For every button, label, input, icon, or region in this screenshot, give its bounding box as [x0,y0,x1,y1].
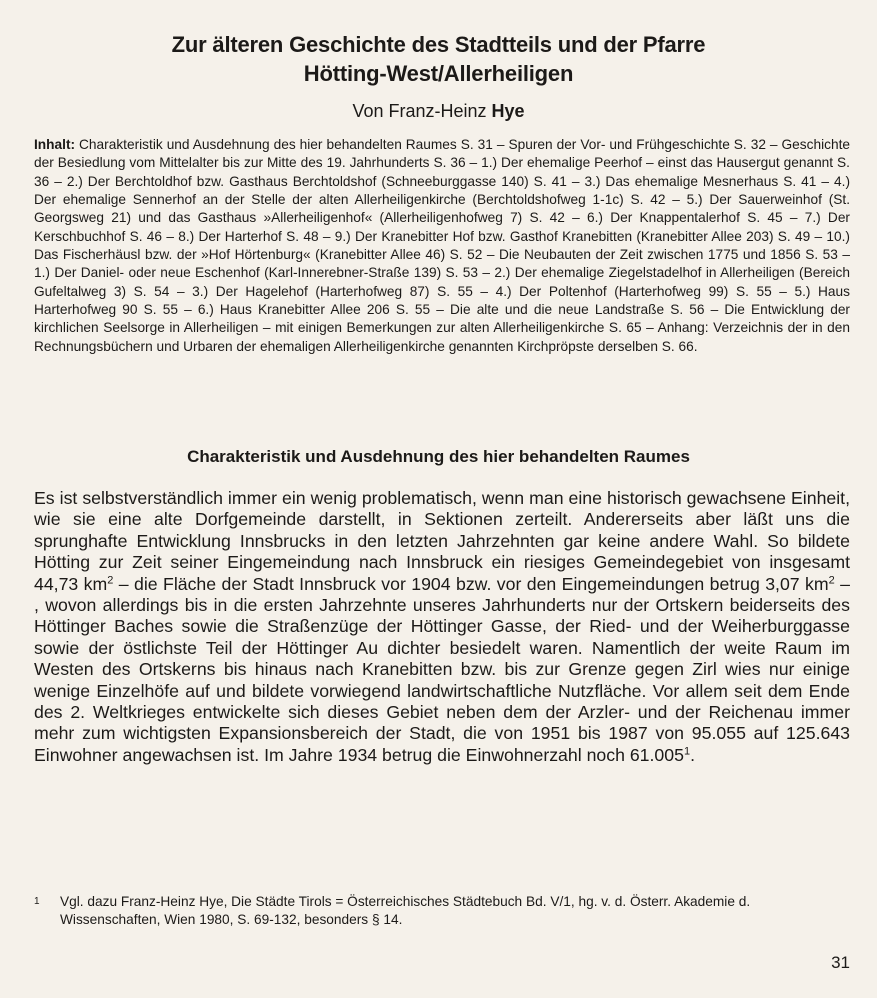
footnote-text [60,893,850,929]
superscript-2: 2 [107,574,114,587]
title-line-2: Hötting-West/Allerheiligen [303,61,574,86]
title-line-1: Zur älteren Geschichte des Stadtteils und der Pfarre [171,32,706,57]
footnote-mark: 1 [34,896,40,907]
body-text-part-3: – , wovon allerdings bis in die ersten Jahrzehnte unseres Jahrhunderts nur der Ortskern beiderseits des Höttinger Baches sowie die Straßenzüge der Höttinger Gasse, der Ried- und der Weiherburggasse sowie der östlichste Teil der Höttinger Au dichter besiedelt waren. Namentlich der weite Raum im Westen des Ortskerns bis hinaus nach Kranebitten bzw. bis zur Grenze gegen Zirl wies nur einige wenige Einzelhöfe auf und bildete vorwiegend landwirtschaftliche Nutzfläche. Vor allem seit dem Ende des 2. Weltkrieges entwickelte sich dieses Gebiet neben dem der Arzler- und der Reichenau immer mehr zum wichtigsten Expansionsbereich der Stadt, die von 1951 bis 1987 von 95.055 auf 125.643 Einwohner angewachsen ist. Im Jahre 1934 betrug die Einwohnerzahl noch 61.005 [34,573,850,765]
footnote-reference: 1 [683,745,691,758]
byline-author-surname: Hye [491,101,525,121]
contents-label: Inhalt: [34,137,76,152]
footnote-text-before: Vgl. dazu Franz-Heinz [60,894,200,909]
section-heading: Charakteristik und Ausdehnung des hier behandelten Raumes [187,447,690,466]
footnote [34,893,850,929]
table-of-contents [34,136,850,356]
footnote-text-after: , Die Städte Tirols = Österreichisches Städtebuch Bd. V/1, hg. v. d. Österr. Akademie d. Wissenschaften, Wien 1980, S. 69-132, besonders § 14. [60,894,751,927]
body-text-part-2: – die Fläche der Stadt Innsbruck vor 1904 bzw. vor den Eingemeindungen betrug 3,07 km [113,573,829,594]
article-title [0,30,877,88]
body-text-part-1: Es ist selbstverständlich immer ein wenig problematisch, wenn man eine historisch gewachsene Einheit, wie sie eine alte Dorfgemeinde darstellt, in Sektionen zerteilt. Andererseits aber läßt uns die sprunghafte Entwicklung Innsbrucks in den letzten Jahrzehnten gar keine andere Wahl. So bildete Hötting zur Zeit seiner Eingemeindung nach Innsbruck ein riesiges Gemeindegebiet von insgesamt 44,73 km [34,488,850,594]
contents-text: Charakteristik und Ausdehnung des hier behandelten Raumes S. 31 – Spuren der Vor- und Frühgeschichte S. 32 – Geschichte der Besiedlung vom Mittelalter bis zur Mitte des 19. Jahrhunderts S. 36 – 1.) Der ehemalige Peerhof – einst das Hausergut genannt S. 36 – 2.) Der Berchtoldhof bzw. Gasthaus Berchtoldshof (Schneeburggasse 140) S. 41 – 3.) Das ehemalige Mesnerhaus S. 41 – 4.) Der ehemalige Sennerhof an der Stelle der alten Allerheiligenkirche (Berchtoldshofweg 1-1c) S. 42 – 5.) Der Sauerweinhof (St. Georgsweg 21) und das Gasthaus »Allerheiligenhof« (Allerheiligenhofweg 7) S. 42 – 6.) Der Knappentalerhof S. 45 – 7.) Der Kerschbuchhof S. 46 – 8.) Der Harterhof S. 48 – 9.) Der Kranebitter Hof bzw. Gasthof Kranebitten (Kranebitter Allee 203) S. 49 – 10.) Das Fischerhäusl bzw. der »Hof Hörtenburg« (Kranebitter Allee 46) S. 52 – Die Neubauten der Zeit zwischen 1775 und 1856 S. 53 – 1.) Der Daniel- oder neue Eschenhof (Karl-Innerebner-Straße 139) S. 53 – 2.) Der ehemalige Ziegelstadelhof in Allerheiligen (Bereich Gufeltalweg 3) S. 54 – 3.) Der Hagelehof (Harterhofweg 87) S. 55 – 4.) Der Poltenhof (Harterhofweg 99) S. 55 – 5.) Haus Harterhofweg 90 S. 55 – 6.) Haus Kranebitter Allee 206 S. 55 – Die alte und die neue Landstraße S. 56 – Die Entwicklung der kirchlichen Seelsorge in Allerheiligen – mit einigen Bemerkungen zur alten Allerheiligenkirche S. 65 – Anhang: Verzeichnis der in den Rechnungsbüchern und Urbaren der ehemaligen Allerheiligenkirche genannten Kirchpröpste derselben S. 66. [34,137,850,354]
page-number: 31 [831,953,850,972]
superscript-2: 2 [828,574,835,587]
body-text-part-4: . [690,744,695,765]
footnote-author: Hye [199,894,224,909]
byline [0,100,877,122]
body-paragraph [34,488,850,766]
byline-prefix: Von Franz-Heinz [352,101,492,121]
